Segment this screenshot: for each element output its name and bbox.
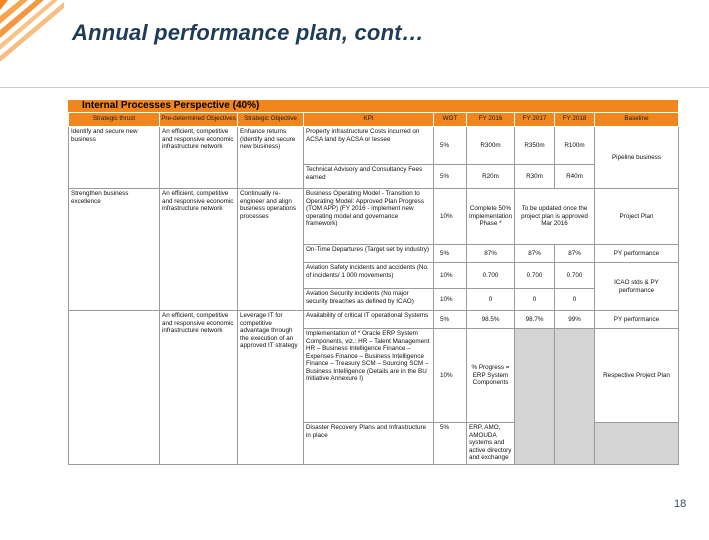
baseline-cell: ICAO stds & PY performance [595,263,679,311]
fy2017-cell: 87% [515,245,555,263]
fy2017-empty-cell [515,329,555,465]
fy2017-cell: R30m [515,165,555,189]
table-row [69,311,679,329]
wgt-cell: 5% [434,311,467,329]
fy2016-cell: ERP, AMO, AMOUDA systems and active directory and exchange [467,423,515,465]
fy2018-cell: R100m [555,127,595,165]
header-wgt: WGT [434,113,467,127]
fy2017-cell: 0 [515,289,555,311]
page-number: 18 [674,498,687,510]
strategic-objective-cell: Leverage IT for competitive advantage through the execution of an approved IT strategy [238,311,304,465]
table-row [69,189,679,245]
header-strategic-thrust: Strategic thrust [69,113,160,127]
fy2016-cell: % Progress = ERP System Components [467,329,515,423]
kpi-cell: Implementation of * Oracle ERP System Components, viz.: HR – Talent Management HR – Business Intelligence Finance – Expenses Finance – Business Intelligence Finance – Treasury SCM – Sourcing SCM – Business Intelligence (Details are in the BU Initiative Annexure I) [304,329,434,423]
fy2017-cell: R350m [515,127,555,165]
wgt-cell: 5% [434,127,467,165]
kpi-cell: Availability of critical IT operational Systems [304,311,434,329]
fy2018-cell: 99% [555,311,595,329]
wgt-cell: 5% [434,423,467,465]
header-strategic-objective: Strategic Objective [238,113,304,127]
fy2017-cell: 0.700 [515,263,555,289]
fy2016-cell: 87% [467,245,515,263]
table-header-row [69,113,679,127]
wgt-cell: 10% [434,329,467,423]
fy2016-cell: 0.700 [467,263,515,289]
wgt-cell: 10% [434,189,467,245]
table-row [69,127,679,165]
title-divider [0,87,709,88]
strategic-objective-cell: Continually re-engineer and align business operations processes [238,189,304,311]
wgt-cell: 5% [434,245,467,263]
fy2016-cell: Complete 50% Implementation Phase * [467,189,515,245]
fy2017-cell: 98.7% [515,311,555,329]
baseline-cell: PY performance [595,245,679,263]
fy2018-cell: 87% [555,245,595,263]
kpi-cell: Disaster Recovery Plans and Infrastructure in place [304,423,434,465]
strategic-thrust-cell [69,311,160,465]
kpi-cell: On-Time Departures (Target set by industry) [304,245,434,263]
fy2018-empty-cell [555,329,595,465]
header-fy2018: FY 2018 [555,113,595,127]
fy2017-2018-cell: To be updated once the project plan is approved Mar 2016 [515,189,595,245]
page-title: Annual performance plan, cont… [72,20,424,45]
table-caption: Internal Processes Perspective (40%) [68,100,678,112]
fy2016-cell: 0 [467,289,515,311]
header-kpi: KPI [304,113,434,127]
objective-cell: An efficient, competitive and responsive economic infrastructure network [160,127,238,189]
baseline-cell: Respective Project Plan [595,329,679,423]
wgt-cell: 10% [434,289,467,311]
kpi-cell: Property infrastructure Costs incurred on ACSA land by ACSA or lessee [304,127,434,165]
strategic-thrust-cell: Strengthen business excellence [69,189,160,311]
objective-cell: An efficient, competitive and responsive economic infrastructure network [160,189,238,311]
header-fy2017: FY 2017 [515,113,555,127]
header-baseline: Baseline [595,113,679,127]
objective-cell: An efficient, competitive and responsive economic infrastructure network [160,311,238,465]
strategic-objective-cell: Enhance returns (Identify and secure new business) [238,127,304,189]
kpi-cell: Aviation Security incidents (No major security breaches as defined by ICAO) [304,289,434,311]
fy2018-cell: 0.700 [555,263,595,289]
kpi-cell: Aviation Safety incidents and accidents (No. of incidents/ 1 000 movements) [304,263,434,289]
baseline-cell: Project Plan [595,189,679,245]
baseline-cell: PY performance [595,311,679,329]
strategic-thrust-cell: Identify and secure new business [69,127,160,189]
fy2018-cell: R40m [555,165,595,189]
kpi-cell: Technical Advisory and Consultancy Fees earned [304,165,434,189]
baseline-cell: Pipeline business [595,127,679,189]
baseline-empty-cell [595,423,679,465]
header-predetermined-objectives: Pre-determined Objectives [160,113,238,127]
wgt-cell: 10% [434,263,467,289]
fy2016-cell: 98.5% [467,311,515,329]
corner-decoration [0,0,70,80]
kpi-cell: Business Operating Model - Transition to Operating Model: Approved Plan Progress (TOM APP) (FY 2016 - implement new operating model and governance framework) [304,189,434,245]
fy2016-cell: R300m [467,127,515,165]
fy2016-cell: R20m [467,165,515,189]
fy2018-cell: 0 [555,289,595,311]
orange-stripes-graphic [0,0,64,62]
performance-plan-table [68,100,678,465]
header-fy2016: FY 2016 [467,113,515,127]
wgt-cell: 5% [434,165,467,189]
